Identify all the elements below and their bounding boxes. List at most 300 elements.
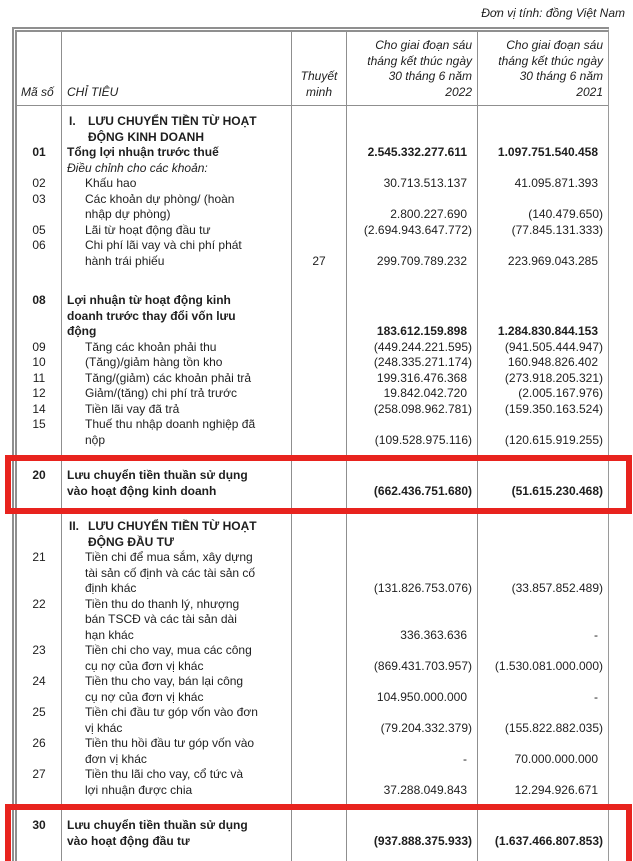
value-2022-cell <box>346 293 477 340</box>
label-line: Các khoản dự phòng/ (hoàn <box>85 191 235 206</box>
note-cell <box>291 798 346 808</box>
row-code: 12 <box>32 386 46 400</box>
table-header <box>17 32 608 106</box>
label-lines <box>67 643 291 674</box>
row-26 <box>17 736 608 767</box>
code-cell <box>17 597 61 644</box>
code-cell <box>17 809 61 861</box>
note-cell <box>291 355 346 371</box>
value-2021: (159.350.163.524) <box>504 401 603 416</box>
value-2022-cell <box>346 674 477 705</box>
label-line: Tiền thu cho vay, bán lại công <box>85 674 244 688</box>
label-cell <box>61 340 291 356</box>
label-line: Tiền lãi vay đã trả <box>85 401 180 416</box>
label-cell <box>61 643 291 674</box>
value-2022-cell <box>346 371 477 387</box>
label-line: Tiền thu do thanh lý, nhượng <box>85 596 240 611</box>
header-period-2022-cell <box>346 32 477 105</box>
spacer-row <box>17 269 608 293</box>
row-11 <box>17 371 608 387</box>
note-cell <box>291 223 346 239</box>
value-2021-cell <box>477 161 608 177</box>
label-lines <box>67 417 291 448</box>
header-note-cell <box>291 32 346 105</box>
value-2022-cell <box>346 238 477 269</box>
value-2021-cell <box>477 223 608 239</box>
code-cell <box>17 402 61 418</box>
row-code: 21 <box>32 550 46 564</box>
label-line: Tiền thu hồi đầu tư góp vốn vào <box>85 736 255 750</box>
code-cell <box>17 192 61 223</box>
value-2022-cell <box>346 417 477 448</box>
row-27 <box>17 767 608 798</box>
label-cell <box>61 798 291 808</box>
note-cell <box>291 192 346 223</box>
code-cell <box>17 519 61 550</box>
value-2021-cell <box>477 550 608 597</box>
spacer-row <box>17 106 608 114</box>
row-08 <box>17 293 608 340</box>
label-line: Lưu chuyển tiền thuần sử dụng <box>67 818 248 832</box>
value-2022-cell <box>346 114 477 145</box>
label-line: ĐỘNG KINH DOANH <box>88 129 204 144</box>
label-lines <box>67 238 291 269</box>
label-cell <box>61 767 291 798</box>
row-code: 03 <box>32 191 46 206</box>
header-period-line: Cho giai đoạn sáu <box>375 38 472 52</box>
label-line: LƯU CHUYỂN TIỀN TỪ HOẠT <box>88 114 257 128</box>
code-cell <box>17 461 61 508</box>
note-cell <box>291 176 346 192</box>
row-code: 06 <box>32 238 46 252</box>
row-01 <box>17 145 608 161</box>
note-cell <box>291 643 346 674</box>
section-row <box>17 519 608 550</box>
value-2022-cell <box>346 192 477 223</box>
label-lines <box>67 402 291 418</box>
note-cell <box>291 674 346 705</box>
header-note-line: Thuyết <box>300 69 338 83</box>
header-period-line: 30 tháng 6 năm <box>388 69 472 83</box>
value-2021: - <box>594 689 598 704</box>
row-code: 25 <box>32 705 46 719</box>
label-line: Lãi từ hoạt động đầu tư <box>85 222 211 237</box>
row-code: 05 <box>32 222 46 237</box>
value-2021-cell <box>477 238 608 269</box>
label-cell <box>61 519 291 550</box>
label-lines <box>67 798 291 808</box>
value-2022-cell <box>346 597 477 644</box>
label-lines <box>67 106 291 114</box>
header-period-line: Cho giai đoạn sáu <box>506 38 603 52</box>
row-code: 15 <box>32 417 46 431</box>
header-period-line: 2021 <box>576 84 603 99</box>
value-2021: 41.095.871.393 <box>514 176 598 190</box>
code-cell <box>17 238 61 269</box>
value-2022: 19.842.042.720 <box>383 386 467 400</box>
value-2021-cell <box>477 736 608 767</box>
label-lines <box>67 192 291 223</box>
label-cell <box>61 597 291 644</box>
value-2021-cell <box>477 705 608 736</box>
value-2021-cell <box>477 106 608 114</box>
label-line: Lưu chuyển tiền thuần sử dụng <box>67 468 248 482</box>
note-cell <box>291 448 346 460</box>
label-lines <box>67 509 291 519</box>
note-cell <box>291 767 346 798</box>
value-2021: (51.615.230.468) <box>511 483 603 498</box>
value-2021: (155.822.882.035) <box>504 720 603 735</box>
spacer-row <box>17 798 608 808</box>
label-line: Tổng lợi nhuận trước thuế <box>67 145 219 159</box>
row-code: 01 <box>32 145 46 159</box>
note-cell <box>291 145 346 161</box>
value-2021-cell <box>477 176 608 192</box>
label-line: động <box>67 324 97 338</box>
header-item-cell <box>61 32 291 105</box>
value-2022-cell <box>346 767 477 798</box>
label-cell <box>61 371 291 387</box>
row-code: 22 <box>32 596 46 611</box>
label-lines <box>67 386 291 402</box>
note-cell <box>291 269 346 293</box>
header-period-line: 30 tháng 6 năm <box>519 69 603 83</box>
code-cell <box>17 114 61 145</box>
value-2021-cell <box>477 145 608 161</box>
value-2022-cell <box>346 176 477 192</box>
value-2022: (131.826.753.076) <box>373 581 472 595</box>
row-code: 10 <box>32 355 46 369</box>
value-2021-cell <box>477 767 608 798</box>
value-2021-cell <box>477 371 608 387</box>
code-cell <box>17 448 61 460</box>
header-period-line: tháng kết thúc ngày <box>367 53 472 68</box>
value-2022-cell <box>346 161 477 177</box>
value-2021: (1.637.466.807.853) <box>494 833 603 848</box>
value-2022-cell <box>346 269 477 293</box>
code-cell <box>17 340 61 356</box>
value-2021-cell <box>477 340 608 356</box>
value-2021-cell <box>477 448 608 460</box>
row-30 <box>17 808 608 861</box>
value-2022-cell <box>346 461 477 508</box>
label-line: Thuế thu nhập doanh nghiệp đã <box>85 417 256 431</box>
value-2022-cell <box>346 509 477 519</box>
note-cell <box>291 114 346 145</box>
label-line: Chi phí lãi vay và chi phí phát <box>85 238 242 252</box>
value-2021: (273.918.205.321) <box>504 370 603 385</box>
label-line: hạn khác <box>85 627 134 642</box>
header-period-line: tháng kết thúc ngày <box>498 53 603 68</box>
value-2022-cell <box>346 355 477 371</box>
label-lines <box>67 176 291 192</box>
value-2022-cell <box>346 809 477 861</box>
value-2022: 30.713.513.137 <box>383 176 467 190</box>
row-14 <box>17 402 608 418</box>
row-23 <box>17 643 608 674</box>
value-2021: 1.284.830.844.153 <box>497 324 598 338</box>
label-cell <box>61 402 291 418</box>
value-2021-cell <box>477 674 608 705</box>
value-2021: 70.000.000.000 <box>514 751 598 766</box>
note-cell <box>291 386 346 402</box>
row-24 <box>17 674 608 705</box>
row-22 <box>17 597 608 644</box>
note-cell <box>291 461 346 508</box>
value-2022-cell <box>346 106 477 114</box>
row-15 <box>17 417 608 448</box>
label-line: LƯU CHUYỂN TIỀN TỪ HOẠT <box>88 519 257 533</box>
row-12 <box>17 386 608 402</box>
label-cell <box>61 448 291 460</box>
label-line: Giảm/(tăng) chi phí trả trước <box>85 386 237 400</box>
label-cell <box>61 736 291 767</box>
value-2022: (869.431.703.957) <box>373 658 472 673</box>
row-25 <box>17 705 608 736</box>
code-cell <box>17 643 61 674</box>
note-cell <box>291 293 346 340</box>
label-lines <box>67 818 291 849</box>
label-line: cụ nợ của đơn vị khác <box>85 658 204 673</box>
value-2022: (662.436.751.680) <box>373 483 472 498</box>
row-10 <box>17 355 608 371</box>
value-2022-cell <box>346 643 477 674</box>
label-cell <box>61 192 291 223</box>
label-line: cụ nợ của đơn vị khác <box>85 689 204 704</box>
spacer-row <box>17 448 608 460</box>
value-2022-cell <box>346 402 477 418</box>
note-cell <box>291 402 346 418</box>
value-2021: 12.294.926.671 <box>514 782 598 797</box>
header-code-cell <box>17 32 61 105</box>
code-cell <box>17 269 61 293</box>
row-code: 11 <box>32 370 46 385</box>
value-2022: (258.098.962.781) <box>373 401 472 416</box>
value-2021: 1.097.751.540.458 <box>497 145 598 159</box>
note-cell <box>291 550 346 597</box>
label-cell <box>61 145 291 161</box>
label-cell <box>61 269 291 293</box>
label-cell <box>61 674 291 705</box>
code-cell <box>17 705 61 736</box>
note-ref: 27 <box>312 253 326 268</box>
code-cell <box>17 371 61 387</box>
label-cell <box>61 550 291 597</box>
label-line: Tiền chi để mua sắm, xây dựng <box>85 550 253 564</box>
value-2022-cell <box>346 340 477 356</box>
label-cell <box>61 161 291 177</box>
value-2021-cell <box>477 192 608 223</box>
code-cell <box>17 355 61 371</box>
code-cell <box>17 176 61 192</box>
value-2022: (248.335.271.174) <box>373 355 472 369</box>
value-2021-cell <box>477 355 608 371</box>
value-2022: 299.709.789.232 <box>376 253 467 268</box>
label-line: lợi nhuận được chia <box>85 782 193 797</box>
value-2022: 336.363.636 <box>400 627 467 642</box>
value-2022: 2.800.227.690 <box>390 207 467 221</box>
value-2021-cell <box>477 809 608 861</box>
row-03 <box>17 192 608 223</box>
label-line: Điều chỉnh cho các khoản: <box>67 160 208 175</box>
spacer-row <box>17 509 608 519</box>
value-2022-cell <box>346 448 477 460</box>
label-line: Tăng các khoản phải thu <box>85 339 217 354</box>
unit-note: Đơn vị tính: đồng Việt Nam <box>481 6 625 20</box>
row-20 <box>17 460 608 509</box>
row-code: 20 <box>32 468 46 482</box>
code-cell <box>17 293 61 340</box>
note-cell <box>291 736 346 767</box>
value-2022: (79.204.332.379) <box>380 720 472 735</box>
label-lines <box>88 114 291 145</box>
header-period-2021-cell <box>477 32 608 105</box>
row-02 <box>17 176 608 192</box>
label-line: hành trái phiếu <box>85 253 165 268</box>
note-cell <box>291 371 346 387</box>
value-2022: (937.888.375.933) <box>373 833 472 848</box>
row-code: 09 <box>32 339 46 354</box>
label-lines <box>67 371 291 387</box>
label-line: Tiền chi cho vay, mua các công <box>85 643 252 657</box>
label-cell <box>61 509 291 519</box>
value-2022: (2.694.943.647.772) <box>363 222 472 237</box>
label-lines <box>67 767 291 798</box>
note-cell <box>291 417 346 448</box>
header-note-line: minh <box>305 84 332 99</box>
value-2021: 160.948.826.402 <box>507 355 598 369</box>
label-lines <box>67 293 291 340</box>
note-cell <box>291 705 346 736</box>
label-lines <box>67 736 291 767</box>
value-2022: 2.545.332.277.611 <box>367 145 467 159</box>
label-cell <box>61 461 291 508</box>
table-row <box>17 161 608 177</box>
row-code: 30 <box>32 818 46 832</box>
label-line: vào hoạt động đầu tư <box>67 833 190 848</box>
label-cell <box>61 809 291 861</box>
label-cell <box>61 355 291 371</box>
row-code: 27 <box>32 767 46 781</box>
label-lines <box>67 223 291 239</box>
row-code: 08 <box>32 293 46 307</box>
value-2022-cell <box>346 798 477 808</box>
value-2021: - <box>594 627 598 642</box>
label-line: đơn vị khác <box>85 751 147 766</box>
label-lines <box>67 468 291 499</box>
header-period-line: 2022 <box>445 84 472 99</box>
value-2022: 37.288.049.843 <box>383 782 467 797</box>
section-number: II. <box>69 519 80 533</box>
code-cell <box>17 767 61 798</box>
header-code-label: Mã số <box>21 84 54 99</box>
label-lines <box>67 355 291 371</box>
label-lines <box>67 705 291 736</box>
code-cell <box>17 798 61 808</box>
row-code: 24 <box>32 674 46 688</box>
value-2022: (109.528.975.116) <box>374 432 472 447</box>
label-lines <box>67 145 291 161</box>
note-cell <box>291 340 346 356</box>
label-cell <box>61 223 291 239</box>
value-2022-cell <box>346 386 477 402</box>
label-lines <box>67 674 291 705</box>
label-line: (Tăng)/giảm hàng tồn kho <box>85 355 223 369</box>
value-2021-cell <box>477 597 608 644</box>
code-cell <box>17 736 61 767</box>
value-2021-cell <box>477 643 608 674</box>
label-line: bán TSCĐ và các tài sản dài <box>85 612 237 626</box>
value-2022: - <box>463 751 467 766</box>
value-2022: (449.244.221.595) <box>373 339 472 354</box>
value-2021-cell <box>477 386 608 402</box>
section-number: I. <box>69 114 76 128</box>
value-2022-cell <box>346 705 477 736</box>
label-line: định khác <box>85 581 137 595</box>
value-2022-cell <box>346 550 477 597</box>
label-line: tài sản cố định và các tài sản cố <box>85 565 256 580</box>
value-2021-cell <box>477 417 608 448</box>
label-line: Tiền thu lãi cho vay, cổ tức và <box>85 767 244 781</box>
row-code: 23 <box>32 643 46 657</box>
note-cell <box>291 161 346 177</box>
value-2022-cell <box>346 519 477 550</box>
label-line: vào hoạt động kinh doanh <box>67 483 217 498</box>
code-cell <box>17 106 61 114</box>
row-code: 14 <box>32 401 46 416</box>
label-lines <box>67 161 291 177</box>
label-cell <box>61 417 291 448</box>
code-cell <box>17 509 61 519</box>
table-body <box>17 106 608 861</box>
label-cell <box>61 106 291 114</box>
value-2022: 199.316.476.368 <box>376 370 467 385</box>
note-cell <box>291 597 346 644</box>
value-2022: 104.950.000.000 <box>376 689 467 704</box>
note-cell <box>291 519 346 550</box>
label-cell <box>61 176 291 192</box>
row-code: 26 <box>32 736 46 750</box>
value-2021: (140.479.650) <box>528 207 603 221</box>
value-2021-cell <box>477 519 608 550</box>
code-cell <box>17 550 61 597</box>
value-2022-cell <box>346 223 477 239</box>
label-lines <box>67 448 291 460</box>
value-2021: (941.505.444.947) <box>504 339 603 354</box>
value-2022-cell <box>346 145 477 161</box>
label-cell <box>61 114 291 145</box>
label-line: nhập dự phòng) <box>85 207 171 221</box>
value-2022: 183.612.159.898 <box>376 324 467 338</box>
row-09 <box>17 340 608 356</box>
note-cell <box>291 238 346 269</box>
value-2021: (2.005.167.976) <box>518 386 603 400</box>
label-lines <box>67 597 291 644</box>
value-2021-cell <box>477 402 608 418</box>
value-2021: (1.530.081.000.000) <box>494 658 603 673</box>
label-cell <box>61 293 291 340</box>
label-line: ĐỘNG ĐẦU TƯ <box>88 534 174 549</box>
value-2021-cell <box>477 269 608 293</box>
section-row <box>17 114 608 145</box>
label-line: Tăng/(giảm) các khoản phải trả <box>85 370 252 385</box>
label-cell <box>61 386 291 402</box>
label-line: Tiền chi đầu tư góp vốn vào đơn <box>85 705 258 719</box>
value-2021: (120.615.919.255) <box>504 432 603 447</box>
label-line: Lợi nhuận từ hoạt động kinh <box>67 293 231 307</box>
row-06 <box>17 238 608 269</box>
code-cell <box>17 417 61 448</box>
